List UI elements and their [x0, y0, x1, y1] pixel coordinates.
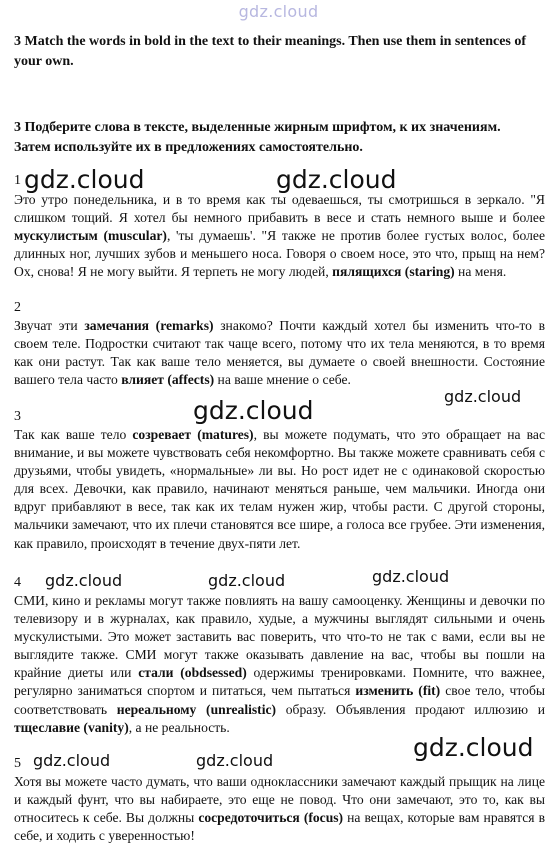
text-run: , 'ты думаешь'. "Я также не против более густых волос, более длинных ног, лучших зубов и меньшего носа. Говоря о своем носе, это что, прыщ на нем? Ох, снова! Я не могу выйти. Я терпеть не могу людей, [14, 228, 545, 280]
text-run: свое тело, чтобы соответствовать [14, 683, 545, 717]
text-run: на ваше мнение о себе. [214, 372, 351, 388]
text-run: знакомо? Почти каждый хотел бы изменить что-то в своем теле. Подростки считают так чаще всего, потому что их тела меняются, в то время как они растут. Так как ваше тело меняется, вы думаете о своей внешности. Состояние вашего тела часто [14, 318, 546, 388]
section-1-text [14, 191, 545, 281]
watermark: gdz.cloud [33, 751, 111, 770]
watermark: gdz.cloud [208, 571, 286, 590]
section-3-text [14, 426, 545, 553]
task-russian: 3 Подберите слова в тексте, выделенные жирным шрифтом, к их значениям. Затем используйте их в предложениях самостоятельно. [14, 120, 501, 155]
text-run: , а не реальность. [128, 719, 230, 735]
watermark: gdz.cloud [444, 387, 522, 406]
top-watermark: gdz.cloud [238, 2, 319, 21]
text-run: на вещах, которые вам нравятся в себе, и ходить с уверенностью! [14, 810, 545, 844]
watermark: gdz.cloud [276, 165, 397, 194]
section-2-number: 2 [14, 300, 21, 315]
section-5-text [14, 773, 545, 845]
bold-term: замечания (remarks) [84, 318, 214, 333]
text-run: на меня. [454, 264, 507, 280]
watermark: gdz.cloud [45, 571, 123, 590]
watermark: gdz.cloud [413, 733, 534, 762]
bold-term: влияет (affects) [121, 372, 215, 388]
section-4-text [14, 592, 545, 737]
watermark: gdz.cloud [196, 751, 274, 770]
watermark: gdz.cloud [193, 396, 314, 425]
section-1-number: 1 [14, 173, 21, 188]
text-run: одержимы тренировками. Помните, что важнее, регулярно заниматься спортом и питаться, чем пытаться [14, 665, 546, 699]
bold-term: созревает (matures) [132, 427, 254, 442]
text-run: , вы можете подумать, что это обращает на вас внимание, и вы можете чувствовать себя некомфортно. Вы также можете сравнивать себя с друзьями, чтобы увидеть, «нормальные» ли вы. Но рост идет не с одинаковой скоростью для всех. Девочки, как правило, начинают меняться раньше, чем мальчики. Иногда они вдруг прибавляют в весе, так как их телам нужен жир, чтобы расти. С другой стороны, мальчики замечают, что их плечи становятся все шире, а голоса все грубее. Эти изменения, как правило, происходят в течение двух-пяти лет. [14, 427, 545, 551]
watermark: gdz.cloud [372, 567, 450, 586]
bold-term: нереальному (unrealistic) [116, 701, 277, 717]
watermark: gdz.cloud [24, 165, 145, 194]
bold-term: тщеславие (vanity) [14, 719, 129, 735]
text-run: Хотя вы можете часто думать, что ваши одноклассники замечают каждый прыщик на лице и каждый фунт, что вы набираете, это еще не повод. Что они замечают, это то, как вы относитесь к себе. Вы должны [14, 774, 545, 826]
bold-term: стали (obdsessed) [138, 665, 247, 681]
bold-term: сосредоточиться (focus) [198, 810, 344, 826]
section-2-text [14, 317, 545, 389]
bold-term: изменить (fit) [355, 683, 441, 699]
bold-term: пялящихся (staring) [332, 264, 455, 280]
section-3-number: 3 [14, 409, 21, 424]
section-4-number: 4 [14, 575, 21, 590]
text-run: Это утро понедельника, и в то время как ты одеваешься, ты смотришься в зеркало. "Я слишком тощий. Я хотел бы немного прибавить в весе и стать немного выше и более [14, 192, 545, 226]
bold-term: мускулистым (muscular) [14, 228, 167, 244]
text-run: СМИ, кино и рекламы могут также повлиять на вашу самооценку. Женщины и девочки по телевизору и в журналах, как правило, худые, а мужчины выглядят сильными и очень мускулистыми. Это может заставить вас поверить, что что-то не так с вами, если вы не выглядите также. СМИ могут также оказывать давление на вас, чтобы вы пошли на крайние диеты или [14, 593, 545, 681]
text-run: Так как ваше тело [14, 427, 133, 442]
section-5-number: 5 [14, 756, 21, 771]
text-run: образу. Объявления продают иллюзию и [276, 701, 545, 717]
text-run: Звучат эти [14, 318, 85, 333]
task-english: 3 Match the words in bold in the text to their meanings. Then use them in sentences of your own. [14, 34, 527, 69]
